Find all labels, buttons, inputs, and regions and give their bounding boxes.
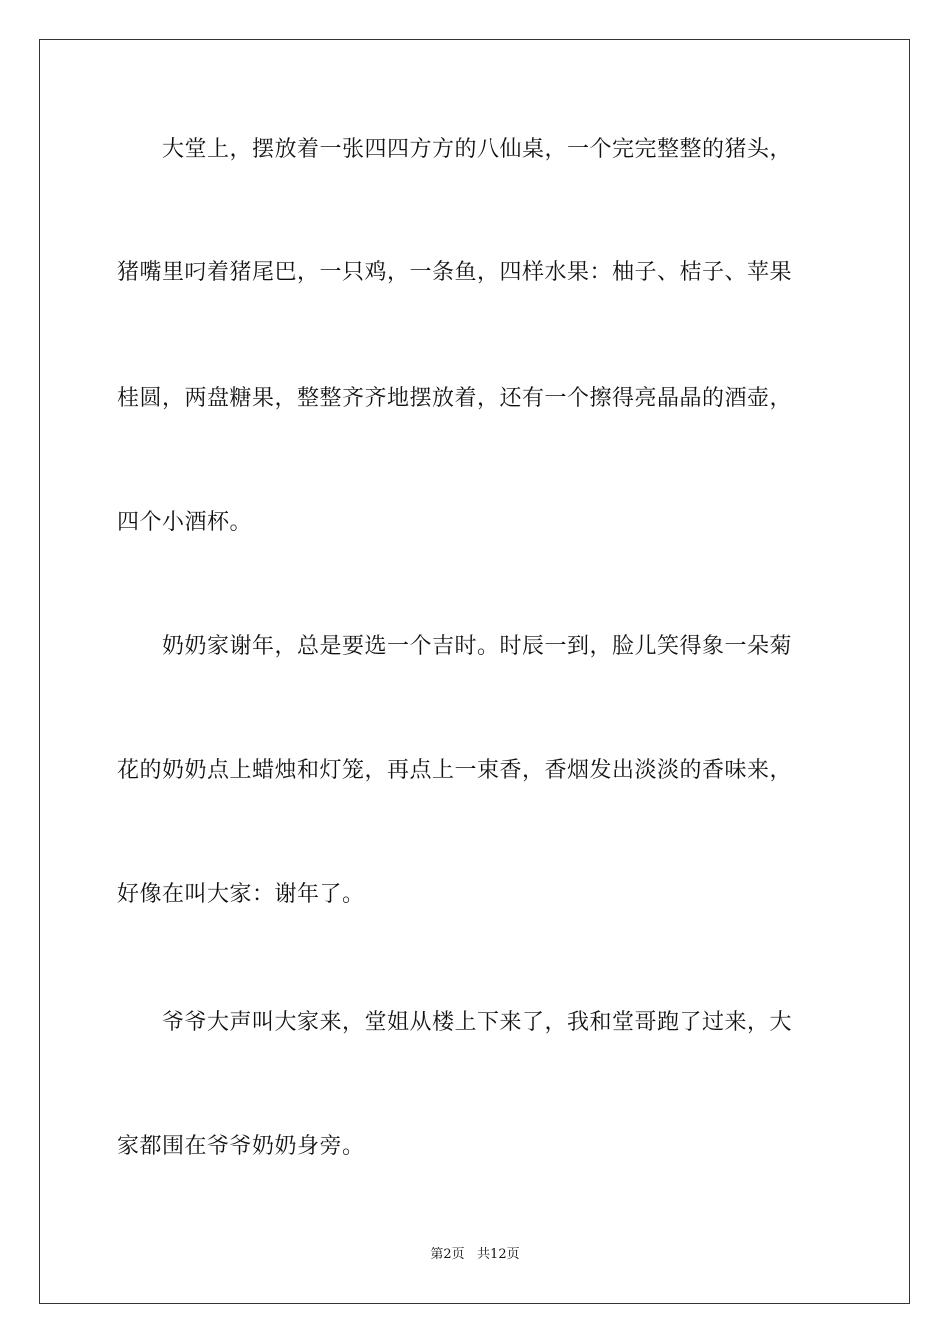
text-line-3: 桂圆，两盘糖果，整整齐齐地摆放着，还有一个擦得亮晶晶的酒壶， bbox=[117, 386, 793, 411]
text-line-8: 爷爷大声叫大家来，堂姐从楼上下来了，我和堂哥跑了过来，大 bbox=[117, 1010, 793, 1035]
text-line-1: 大堂上，摆放着一张四四方方的八仙桌，一个完完整整的猪头， bbox=[117, 137, 793, 162]
text-line-4: 四个小酒杯。 bbox=[117, 510, 253, 535]
text-line-7: 好像在叫大家：谢年了。 bbox=[117, 882, 365, 907]
text-line-6: 花的奶奶点上蜡烛和灯笼，再点上一束香，香烟发出淡淡的香味来， bbox=[117, 758, 793, 783]
page-frame bbox=[39, 39, 910, 1304]
text-line-9: 家都围在爷爷奶奶身旁。 bbox=[117, 1134, 365, 1159]
text-line-5: 奶奶家谢年，总是要选一个吉时。时辰一到，脸儿笑得象一朵菊 bbox=[117, 634, 793, 659]
text-line-2: 猪嘴里叼着猪尾巴，一只鸡，一条鱼，四样水果：柚子、桔子、苹果 bbox=[117, 260, 793, 285]
page-number-footer: 第2页 共12页 bbox=[430, 1247, 520, 1262]
